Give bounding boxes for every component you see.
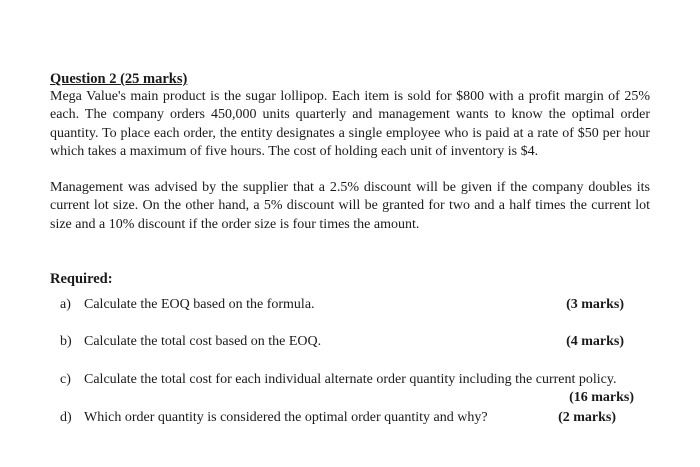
question-title: Question 2 (25 marks) (50, 71, 188, 87)
required-heading: Required: (50, 271, 113, 288)
required-item-d (50, 409, 650, 427)
required-list (50, 296, 650, 427)
item-text: Calculate the EOQ based on the formula. (84, 297, 315, 313)
item-text: Which order quantity is considered the optimal order quantity and why? (84, 410, 488, 426)
item-marks: (2 marks) (558, 410, 616, 426)
item-text: Calculate the total cost for each individual alternate order quantity including the current policy. (84, 372, 617, 388)
item-letter: b) (60, 334, 72, 350)
question-document (50, 70, 650, 427)
required-item-b (50, 333, 650, 351)
required-item-a (50, 296, 650, 314)
item-letter: a) (60, 297, 71, 313)
item-text: Calculate the total cost based on the EOQ. (84, 334, 322, 350)
item-marks: (16 marks) (569, 390, 634, 406)
item-marks: (3 marks) (566, 297, 624, 313)
item-letter: d) (60, 410, 72, 426)
required-item-c (50, 371, 650, 406)
item-marks: (4 marks) (566, 334, 624, 350)
discount-paragraph: Management was advised by the supplier that a 2.5% discount will be given if the company doubles its current lot size. On the other hand, a 5% discount will be granted for two and a half times the current lot size and a 10% discount if the order size is four times the amount. (50, 180, 650, 232)
scenario-paragraph: Mega Value's main product is the sugar lollipop. Each item is sold for $800 with a profit margin of 25% each. The company orders 450,000 units quarterly and management wants to know the optimal order quantity. To place each order, the entity designates a single employee who is paid at a rate of $50 per hour which takes a maximum of five hours. The cost of holding each unit of inventory is $4. (50, 89, 650, 159)
item-letter: c) (60, 372, 71, 388)
